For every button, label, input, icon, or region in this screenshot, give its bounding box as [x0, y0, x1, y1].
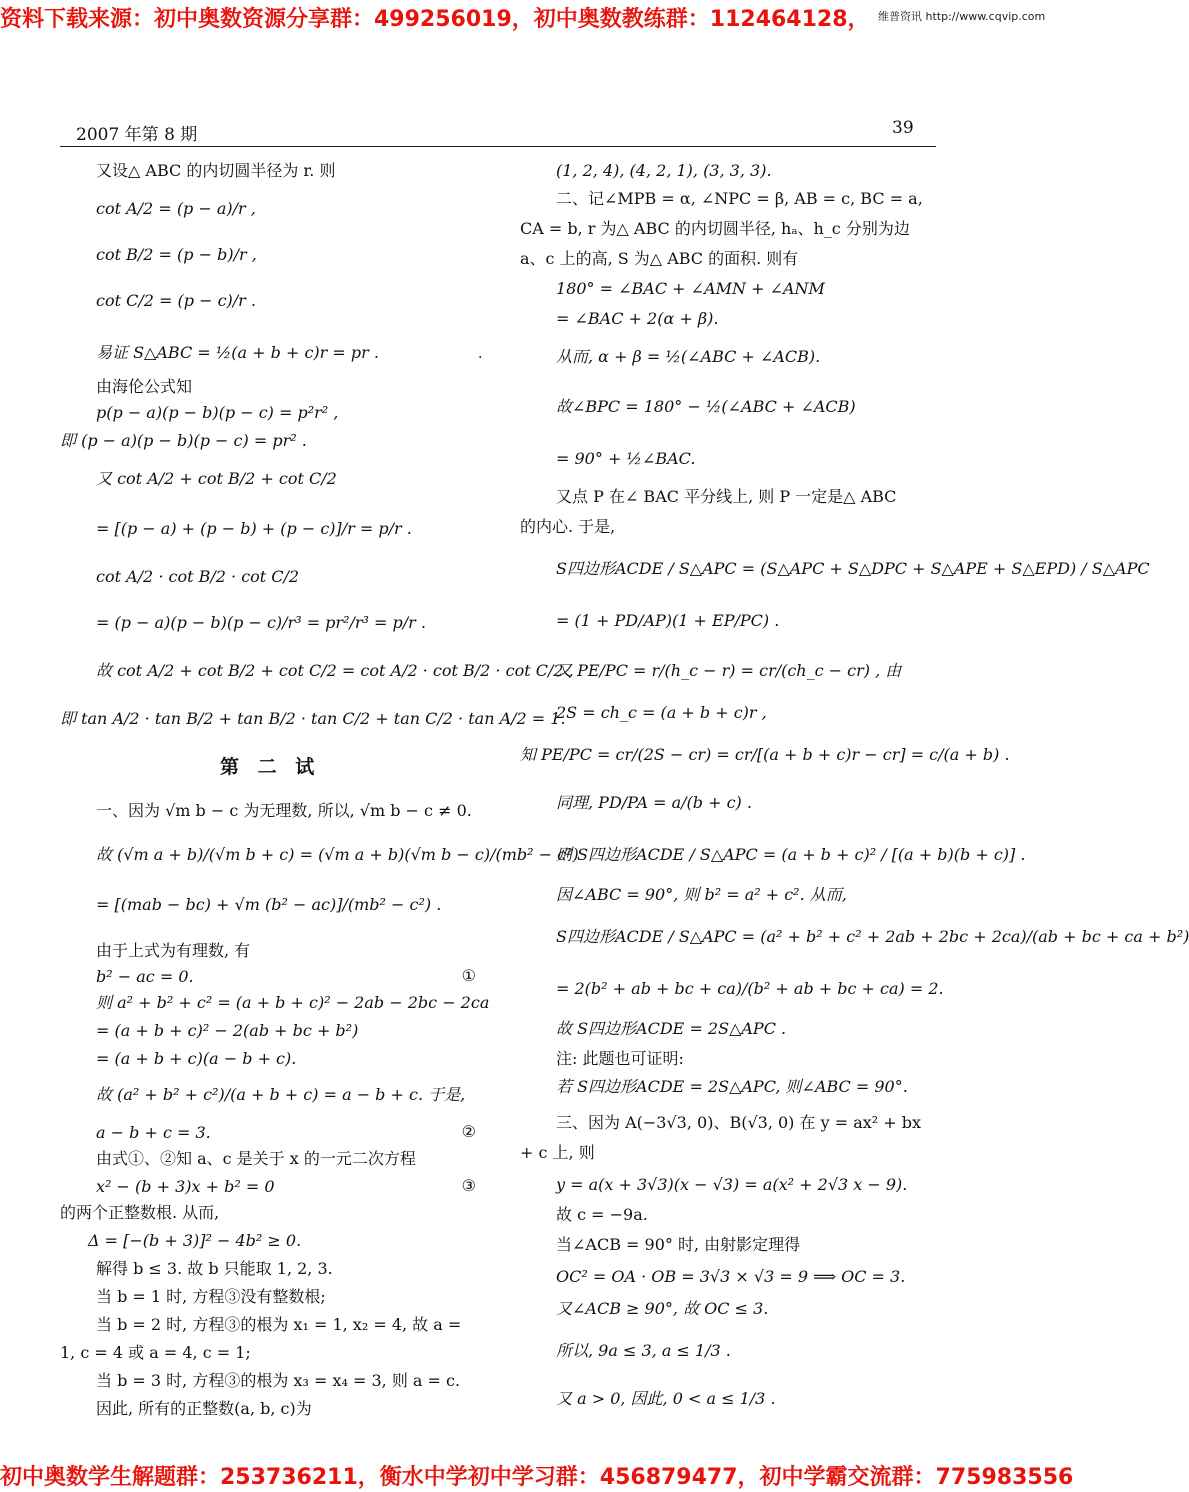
formula-line: = 90° + ½∠BAC. [556, 449, 696, 468]
formula-line: = (1 + PD/AP)(1 + EP/PC) . [556, 611, 780, 630]
formula-line: = 2(b² + ab + bc + ca)/(b² + ab + bc + ca) = 2. [556, 979, 944, 998]
paragraph-line: 由海伦公式知 [96, 377, 193, 396]
paragraph-line: 故 c = −9a. [556, 1205, 648, 1224]
paragraph-line: 注: 此题也可证明: [556, 1049, 684, 1068]
paragraph-line: 又设△ ABC 的内切圆半径为 r. 则 [96, 161, 336, 180]
formula-line: 即 (p − a)(p − b)(p − c) = pr² . [60, 431, 307, 450]
formula-line: 同理, PD/PA = a/(b + c) . [556, 793, 752, 812]
paragraph-line: 解得 b ≤ 3. 故 b 只能取 1, 2, 3. [96, 1259, 333, 1278]
paragraph-line: 的两个正整数根. 从而, [60, 1203, 220, 1222]
formula-line: (1, 2, 4), (4, 2, 1), (3, 3, 3). [556, 161, 772, 180]
formula-line: 又 a > 0, 因此, 0 < a ≤ 1/3 . [556, 1389, 776, 1408]
formula-line: = (a + b + c)² − 2(ab + bc + b²) [96, 1021, 359, 1040]
formula-line: a − b + c = 3. [96, 1123, 211, 1142]
formula-line: = (p − a)(p − b)(p − c)/r³ = pr²/r³ = p/r . [96, 613, 426, 632]
formula-line: cot A/2 · cot B/2 · cot C/2 [96, 567, 300, 586]
formula-line: 若 S四边形ACDE = 2S△APC, 则∠ABC = 90°. [556, 1077, 908, 1096]
paragraph-line: 由于上式为有理数, 有 [96, 941, 251, 960]
issue-label: 2007 年第 8 期 [76, 125, 198, 145]
formula-line: b² − ac = 0. [96, 967, 194, 986]
formula-line: 又 PE/PC = r/(h_c − r) = cr/(ch_c − cr) , 由 [556, 661, 902, 680]
formula-line: 故∠BPC = 180° − ½(∠ABC + ∠ACB) [556, 397, 856, 416]
formula-line: 易证 S△ABC = ½(a + b + c)r = pr . [96, 343, 379, 362]
paragraph-line: 一、因为 √m b − c 为无理数, 所以, √m b − c ≠ 0. [96, 801, 472, 820]
formula-line: 从而, α + β = ½(∠ABC + ∠ACB). [556, 347, 821, 366]
paragraph-line: 当 b = 2 时, 方程③的根为 x₁ = 1, x₂ = 4, 故 a = [96, 1315, 462, 1334]
paragraph-line: 1, c = 4 或 a = 4, c = 1; [60, 1343, 251, 1362]
formula-line: 则 S四边形ACDE / S△APC = (a + b + c)² / [(a + b)(b + c)] . [556, 845, 1026, 864]
paragraph-line: CA = b, r 为△ ABC 的内切圆半径, hₐ、h_c 分别为边 [520, 219, 910, 238]
formula-line: 因∠ABC = 90°, 则 b² = a² + c². 从而, [556, 885, 847, 904]
formula-line: S四边形ACDE / S△APC = (S△APC + S△DPC + S△APE + S△EPD) / S△APC [556, 559, 1150, 578]
formula-line: = (a + b + c)(a − b + c). [96, 1049, 297, 1068]
formula-line: 又∠ACB ≥ 90°, 故 OC ≤ 3. [556, 1299, 769, 1318]
formula-line: cot C/2 = (p − c)/r . [96, 291, 256, 310]
formula-line: 故 (a² + b² + c²)/(a + b + c) = a − b + c. 于是, [96, 1085, 466, 1104]
formula-line: x² − (b + 3)x + b² = 0 [96, 1177, 275, 1196]
paragraph-line: 当 b = 1 时, 方程③没有整数根; [96, 1287, 326, 1306]
paragraph-line: 当∠ACB = 90° 时, 由射影定理得 [556, 1235, 801, 1254]
formula-line: = [(mab − bc) + √m (b² − ac)]/(mb² − c²) . [96, 895, 442, 914]
right-column [520, 156, 1189, 1451]
formula-line: OC² = OA · OB = 3√3 × √3 = 9 ⟹ OC = 3. [556, 1267, 906, 1286]
formula-line: p(p − a)(p − b)(p − c) = p²r² , [96, 403, 339, 422]
paragraph-line: a、c 上的高, S 为△ ABC 的面积. 则有 [520, 249, 799, 268]
paragraph-line: 由式①、②知 a、c 是关于 x 的一元二次方程 [96, 1149, 416, 1168]
paragraph-line: + c 上, 则 [520, 1143, 595, 1162]
formula-line: = [(p − a) + (p − b) + (p − c)]/r = p/r . [96, 519, 412, 538]
formula-line: 知 PE/PC = cr/(2S − cr) = cr/[(a + b + c)r − cr] = c/(a + b) . [520, 745, 1010, 764]
formula-line: 故 S四边形ACDE = 2S△APC . [556, 1019, 787, 1038]
stray-dot: · [478, 350, 483, 366]
vip-watermark: 维普资讯 http://www.cqvip.com [878, 10, 1046, 23]
formula-line: 又 cot A/2 + cot B/2 + cot C/2 [96, 469, 337, 488]
top-banner: 资料下载来源：初中奥数资源分享群：499256019，初中奥数教练群：112464128， [0, 7, 870, 32]
formula-line: 故 (√m a + b)/(√m b + c) = (√m a + b)(√m b − c)/(mb² − c²) [96, 845, 579, 864]
formula-line: S四边形ACDE / S△APC = (a² + b² + c² + 2ab + 2bc + 2ca)/(ab + bc + ca + b²) [556, 927, 1189, 946]
formula-line: 则 a² + b² + c² = (a + b + c)² − 2ab − 2bc − 2ca [96, 993, 490, 1012]
formula-line: y = a(x + 3√3)(x − √3) = a(x² + 2√3 x − 9). [556, 1175, 908, 1194]
formula-line: 故 cot A/2 + cot B/2 + cot C/2 = cot A/2 · cot B/2 · cot C/2 , [96, 661, 574, 680]
formula-line: 所以, 9a ≤ 3, a ≤ 1/3 . [556, 1341, 731, 1360]
equation-marker: ② [461, 1122, 476, 1141]
formula-line: 即 tan A/2 · tan B/2 + tan B/2 · tan C/2 + tan C/2 · tan A/2 = 1. [60, 709, 566, 728]
paragraph-line: 三、因为 A(−3√3, 0)、B(√3, 0) 在 y = ax² + bx [556, 1113, 922, 1132]
equation-marker: ③ [461, 1176, 476, 1195]
section-heading: 第 二 试 [220, 756, 321, 778]
paragraph-line: 二、记∠MPB = α, ∠NPC = β, AB = c, BC = a, [556, 189, 923, 208]
paragraph-line: 又点 P 在∠ BAC 平分线上, 则 P 一定是△ ABC [556, 487, 897, 506]
formula-line: cot A/2 = (p − a)/r , [96, 199, 256, 218]
formula-line: cot B/2 = (p − b)/r , [96, 245, 257, 264]
page-number: 39 [892, 118, 914, 138]
bottom-banner: 初中奥数学生解题群：253736211，衡水中学初中学习群：456879477，初中学霸交流群：775983556 [0, 1465, 1074, 1490]
header-rule [60, 146, 936, 147]
paragraph-line: 的内心. 于是, [520, 517, 616, 536]
formula-line: = ∠BAC + 2(α + β). [556, 309, 719, 328]
paragraph-line: 因此, 所有的正整数(a, b, c)为 [96, 1399, 312, 1418]
formula-line: 2S = ch_c = (a + b + c)r , [556, 703, 767, 722]
formula-line: 180° = ∠BAC + ∠AMN + ∠ANM [556, 279, 825, 298]
equation-marker: ① [461, 966, 476, 985]
formula-line: Δ = [−(b + 3)]² − 4b² ≥ 0. [88, 1231, 302, 1250]
paragraph-line: 当 b = 3 时, 方程③的根为 x₃ = x₄ = 3, 则 a = c. [96, 1371, 461, 1390]
